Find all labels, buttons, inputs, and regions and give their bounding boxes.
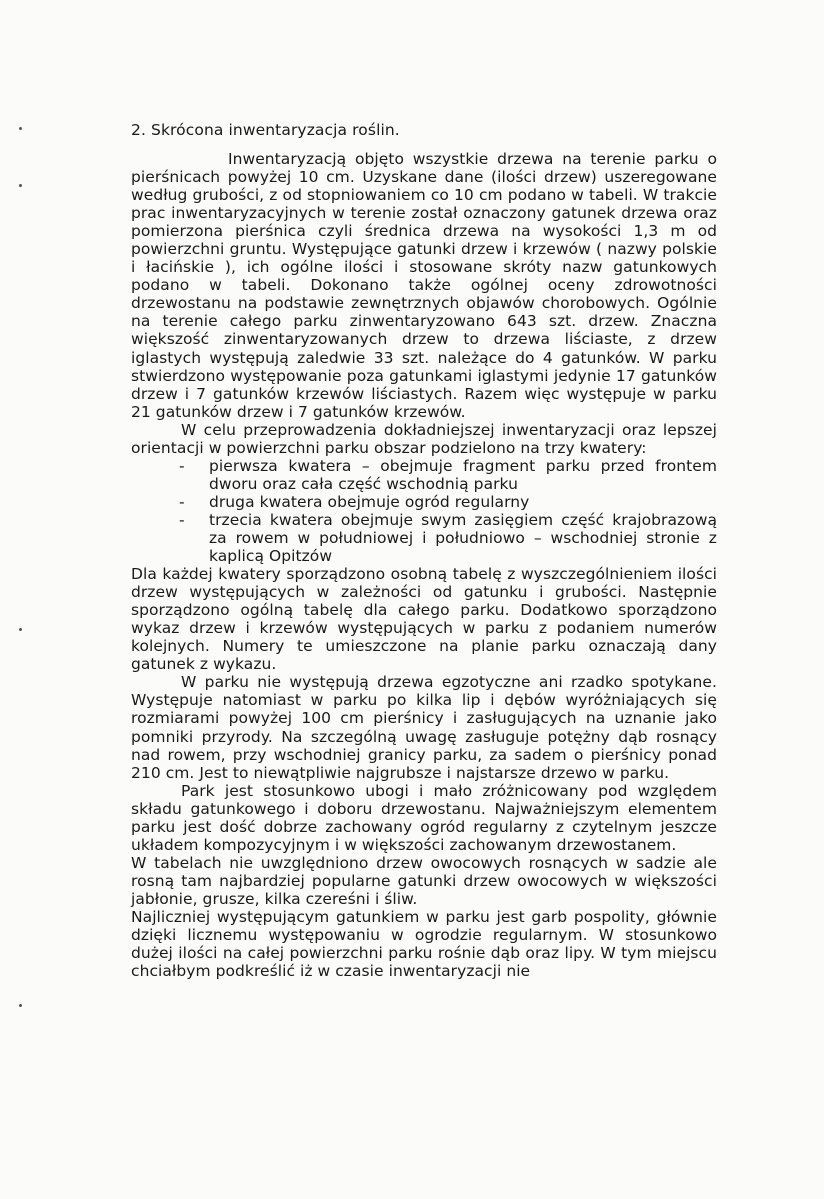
list-dash: - <box>179 456 185 475</box>
section-heading: 2. Skrócona inwentaryzacja roślin. <box>131 121 400 139</box>
paragraph-common-species: Najliczniej występującym gatunkiem w parku jest garb pospolity, głównie dzięki licznemu występowaniu w ogrodzie regularnym. W stosunkowo dużej ilości na całej powierzchni parku rośnie dąb oraz lipy. W tym miejscu chciałbym podkreślić iż w czasie inwentaryzacji nie <box>131 907 717 981</box>
list-item-text: trzecia kwatera obejmuje swym zasięgiem część krajobrazową za rowem w południowej i południowo – wschodniej stronie z kaplicą Opitzów <box>209 510 717 566</box>
paragraph-park-assessment: Park jest stosunkowo ubogi i mało zróżnicowany pod względem składu gatunkowego i doboru drzewostanu. Najważniejszym elementem parku jest dość dobrze zachowany ogród regularny z czytelnym jeszcze układem kompozycyjnym i w większości zachowanym drzewostanem. <box>131 781 717 854</box>
paragraph-tables: Dla każdej kwatery sporządzono osobną tabelę z wyszczególnieniem ilości drzew występujących w zależności od gatunku i grubości. Następnie sporządzono ogólną tabelę dla całego parku. Dodatkowo sporządzono wykaz drzew i krzewów występujących w parku z podaniem numerów kolejnych. Numery te umieszczone na planie parku oznaczają dany gatunek z wykazu. <box>131 565 717 674</box>
list-dash: - <box>179 510 185 529</box>
paragraph-fruit-trees: W tabelach nie uwzględniono drzew owocowych rosnących w sadzie ale rosną tam najbardziej popularne gatunki drzew owocowych w większości jabłonie, grusze, kilka czereśni i śliw. <box>131 853 717 908</box>
list-item <box>179 511 717 565</box>
scan-dot-mark <box>19 184 22 187</box>
quarters-list <box>131 457 717 565</box>
list-item-text: pierwsza kwatera – obejmuje fragment parku przed frontem dworu oraz cała część wschodnią parku <box>209 456 717 493</box>
list-dash: - <box>179 492 185 511</box>
document-body <box>131 150 717 980</box>
paragraph-notable-trees: W parku nie występują drzewa egzotyczne ani rzadko spotykane. Występuje natomiast w parku po kilka lip i dębów wyróżniających się rozmiarami powyżej 100 cm pierśnicy i zasługujących na uznanie jako pomniki przyrody. Na szczególną uwagę zasługuje potężny dąb rosnący nad rowem, przy wschodniej granicy parku, za sadem o pierśnicy ponad 210 cm. Jest to niewątpliwie najgrubsze i najstarsze drzewo w parku. <box>131 673 717 782</box>
list-item <box>179 493 717 511</box>
list-item <box>179 457 717 493</box>
scan-dot-mark <box>19 1004 22 1007</box>
paragraph-quarters-intro: W celu przeprowadzenia dokładniejszej inwentaryzacji oraz lepszej orientacji w powierzchni parku obszar podzielono na trzy kwatery: <box>131 420 717 457</box>
scan-dot-mark <box>19 127 22 130</box>
scan-dot-mark <box>19 628 22 631</box>
list-item-text: druga kwatera obejmuje ogród regularny <box>209 492 530 511</box>
paragraph-inventory-intro: Inwentaryzacją objęto wszystkie drzewa na terenie parku o pierśnicach powyżej 10 cm. Uzyskane dane (ilości drzew) uszeregowane według grubości, z od stopniowaniem co 10 cm podano w tabeli. W trakcie prac inwentaryzacyjnych w terenie został oznaczony gatunek drzewa oraz pomierzona pierśnica czyli średnica drzewa na wysokości 1,3 m od powierzchni gruntu. Występujące gatunki drzew i krzewów ( nazwy polskie i łacińskie ), ich ogólne ilości i stosowane skróty nazw gatunkowych podano w tabeli. Dokonano także ogólnej oceny zdrowotności drzewostanu na podstawie zewnętrznych objawów chorobowych. Ogólnie na terenie całego parku zinwentaryzowano 643 szt. drzew. Znaczna większość zinwentaryzowanych drzew to drzewa liściaste, z drzew iglastych występują zaledwie 33 szt. należące do 4 gatunków. W parku stwierdzono występowanie poza gatunkami iglastymi jedynie 17 gatunków drzew i 7 gatunków krzewów liściastych. Razem więc występuje w parku 21 gatunków drzew i 7 gatunków krzewów. <box>131 150 717 421</box>
